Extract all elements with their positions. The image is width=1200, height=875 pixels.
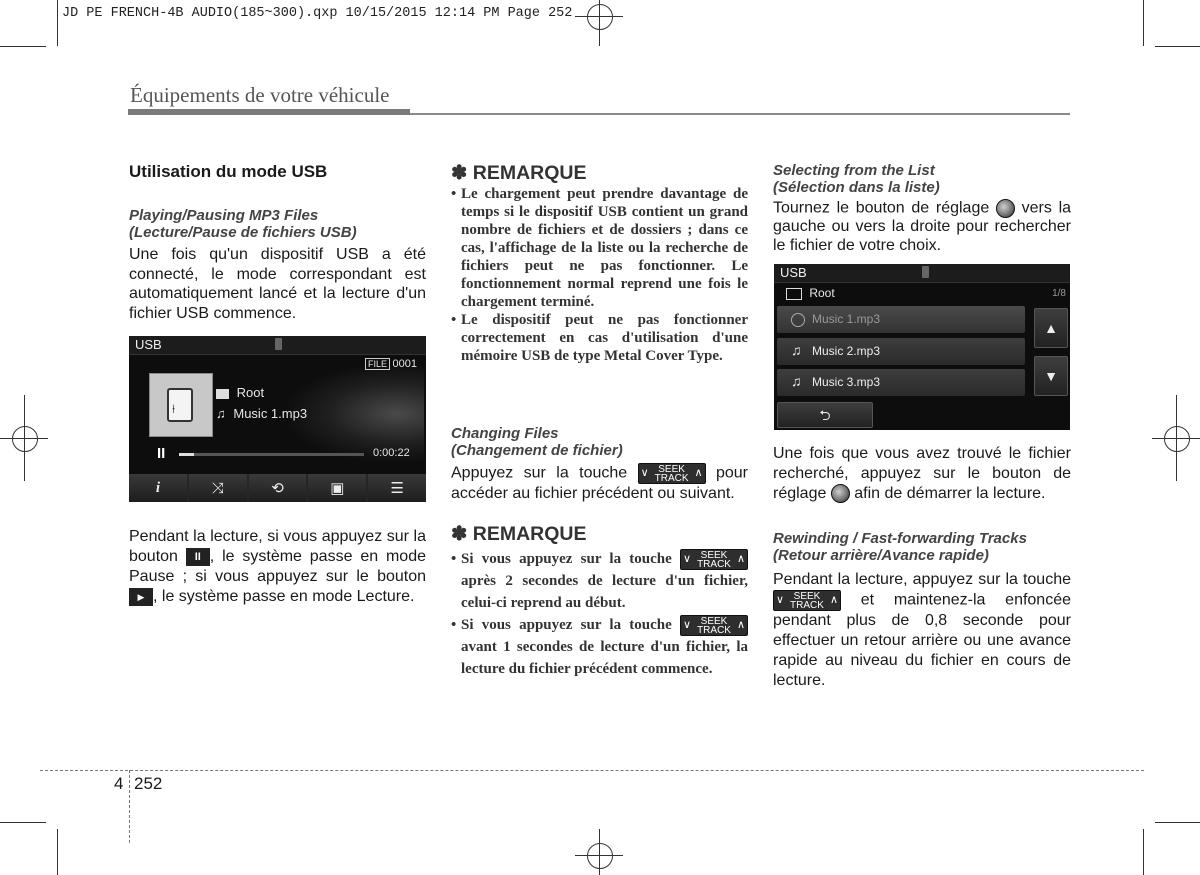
shuffle-icon: ⤨ [211, 479, 224, 497]
track-label: TRACK [654, 473, 689, 484]
note-item [451, 185, 748, 311]
paragraph-text: afin de démarrer la lecture. [854, 485, 1046, 502]
seek-track-key [680, 549, 748, 570]
folder-name: Root [236, 385, 265, 400]
note-text: Si vous appuyez sur la touche [461, 551, 672, 567]
subheading-en: Rewinding / Fast-forwarding Tracks [773, 530, 1027, 547]
list-item-label: Music 3.mp3 [812, 375, 881, 389]
note-text: Le chargement peut prendre davantage de temps si le dispositif USB contient un grand nombre de fichiers et de dossiers ; dans ce cas, l'affichage de la liste ou la recherche de fichiers peut ne pas fonctionner. Le fonctionnement normal reprend une fois le chargement terminé. [461, 186, 748, 310]
crop-mark [1143, 829, 1144, 875]
paragraph-text: Une fois que vous avez trouvé le fichier recherché, appuyez sur le bouton de réglage [773, 445, 1071, 502]
list-item-label: Music 1.mp3 [812, 312, 881, 326]
paragraph-text: , le système passe en mode Lecture. [153, 588, 415, 605]
crop-mark [0, 822, 46, 823]
bullet: • [451, 551, 457, 567]
list-item-label: Music 2.mp3 [812, 344, 881, 358]
crop-mark [1155, 46, 1200, 47]
screen-header [129, 336, 426, 355]
paragraph-text: et maintenez-la enfoncée pendant plus de 0,8 seconde pour effectuer un retour arrière ou une avance rapide au niveau du fichier en cours de lecture. [773, 591, 1072, 689]
chevron-down-icon: ∨ [776, 594, 785, 606]
arrow-up-icon: ▲ [1044, 320, 1058, 336]
page-number: 252 [134, 774, 163, 793]
track-row [216, 406, 307, 421]
usb-symbol-icon: ⍿ [172, 402, 176, 416]
paragraph-text: Pendant la lecture, appuyez sur la touche [773, 571, 1071, 588]
play-icon [791, 313, 805, 327]
usb-drive-icon [167, 388, 193, 422]
subheading [129, 207, 429, 241]
chapter-number: 4 [114, 774, 124, 793]
footer-rule [40, 770, 1144, 771]
note-text: avant 1 secondes de lecture d'un fichier, la lecture du fichier précédent commence. [461, 639, 748, 678]
folder-row [216, 385, 264, 400]
page-indicator: 1/8 [1052, 288, 1066, 299]
footer-divider [129, 770, 130, 843]
track-label: TRACK [697, 559, 731, 571]
screen-header [774, 264, 1070, 283]
repeat-button[interactable] [249, 474, 307, 502]
registration-mark [587, 4, 613, 30]
crop-mark [1155, 822, 1200, 823]
folder-row [786, 286, 835, 300]
chevron-up-icon: ∧ [694, 467, 703, 479]
seek-label: SEEK [793, 591, 821, 602]
folder-name: Root [809, 286, 835, 300]
subheading-fr: (Changement de fichier) [451, 442, 623, 459]
subheading-en: Changing Files [451, 425, 559, 442]
registration-mark [0, 438, 48, 439]
folder-icon [216, 389, 229, 399]
paragraph [773, 199, 1071, 255]
subheading [773, 162, 1071, 196]
registration-mark [575, 855, 623, 856]
info-icon: i [155, 479, 160, 496]
paragraph: Une fois qu'un dispositif USB a été connecté, le mode correspondant est automatiquement lancé et la lecture d'un fichier USB commence. [129, 246, 426, 322]
registration-mark [599, 0, 600, 46]
subheading [451, 425, 748, 459]
note-text: après 2 secondes de lecture d'un fichier, celui-ci reprend au début. [461, 573, 748, 612]
note-item [451, 548, 748, 614]
registration-mark [1152, 438, 1200, 439]
registration-mark [587, 843, 613, 869]
crop-mark [57, 0, 58, 46]
subheading-en: Playing/Pausing MP3 Files [129, 207, 319, 224]
paragraph-text: , le système passe en mode Pause ; si vous appuyez sur le bouton [129, 548, 426, 585]
crop-mark [1143, 0, 1144, 46]
progress-bar[interactable] [179, 453, 364, 456]
folder-icon [786, 288, 802, 300]
note-text: Si vous appuyez sur la touche [461, 617, 672, 634]
print-header: JD PE FRENCH-4B AUDIO(185~300).qxp 10/15/2015 12:14 PM Page 252 [62, 6, 573, 21]
screen-title: USB [135, 337, 162, 352]
chevron-down-icon: ∨ [640, 467, 649, 479]
chevron-up-icon: ∧ [829, 594, 838, 606]
subheading-en: Selecting from the List [773, 162, 935, 179]
paragraph [773, 570, 1071, 691]
album-art [149, 373, 213, 437]
repeat-icon: ⟲ [271, 480, 284, 497]
note-text: Le dispositif peut ne pas fonctionner correctement en cas d'utilisation d'une mémoire USB de type Metal Cover Type. [461, 312, 748, 364]
chevron-up-icon: ∧ [736, 619, 746, 632]
screen-title: USB [780, 265, 807, 280]
registration-mark [599, 829, 600, 875]
note-heading: ✽ REMARQUE [451, 162, 587, 184]
chevron-up-icon: ∧ [736, 553, 746, 566]
seek-track-key [773, 590, 841, 611]
usb-status-icon [922, 266, 929, 278]
paragraph-text: vers la gauche ou vers la droite pour rechercher le fichier de votre choix. [773, 199, 1072, 254]
chevron-down-icon: ∨ [683, 553, 692, 566]
registration-mark [575, 16, 623, 17]
play-icon: ▶ [129, 588, 153, 606]
subheading-fr: (Sélection dans la liste) [773, 179, 940, 196]
paragraph [773, 444, 1071, 504]
seek-label: SEEK [658, 464, 685, 475]
note-item [451, 311, 748, 365]
copy-icon: ▣ [330, 480, 345, 497]
bullet: • [451, 186, 457, 202]
track-label: TRACK [790, 600, 824, 611]
subheading [773, 530, 1071, 564]
back-button[interactable] [777, 402, 873, 428]
back-icon: ⮌ [819, 407, 831, 423]
copy-button[interactable] [308, 474, 366, 502]
crop-mark [57, 829, 58, 875]
subheading-fr: (Lecture/Pause de fichiers USB) [129, 224, 357, 241]
usb-playback-screen [129, 336, 426, 502]
paragraph-text: Tournez le bouton de réglage [773, 199, 990, 217]
paragraph-text: Pendant la lecture, si vous appuyez sur la bouton [129, 528, 426, 565]
seek-label: SEEK [700, 616, 728, 628]
music-note-icon: ♫ [216, 406, 226, 421]
scroll-down-button[interactable] [1034, 356, 1068, 396]
registration-mark [12, 426, 38, 452]
tune-knob-icon [831, 484, 850, 503]
paragraph-text: pour accéder au fichier précédent ou suivant. [451, 464, 749, 502]
track-label: TRACK [697, 625, 731, 637]
paragraph [451, 463, 748, 504]
info-button[interactable] [129, 474, 187, 502]
file-badge [365, 358, 417, 370]
note-heading: ✽ REMARQUE [451, 523, 587, 545]
list-item[interactable] [777, 369, 1025, 396]
bullet: • [451, 617, 457, 634]
bullet: • [451, 312, 457, 328]
note-box [451, 185, 748, 365]
paragraph [129, 527, 426, 607]
crop-mark [0, 46, 46, 47]
pause-icon: II [186, 548, 210, 566]
chevron-down-icon: ∨ [683, 619, 692, 632]
scroll-up-button[interactable] [1034, 308, 1068, 348]
list-button[interactable] [368, 474, 426, 502]
usb-list-screen [774, 264, 1070, 430]
arrow-down-icon: ▼ [1044, 368, 1058, 384]
subheading-fr: (Retour arrière/Avance rapide) [773, 547, 989, 564]
running-title: Équipements de votre véhicule [130, 83, 390, 107]
pause-icon[interactable]: II [157, 445, 166, 462]
seek-label: SEEK [700, 550, 728, 562]
shuffle-button[interactable] [189, 474, 247, 502]
file-number: 0001 [392, 358, 418, 370]
usb-status-icon [275, 338, 282, 350]
paragraph-text: Appuyez sur la touche [451, 464, 628, 482]
track-name: Music 1.mp3 [233, 406, 308, 421]
header-rule [128, 109, 410, 115]
list-item[interactable] [777, 306, 1025, 333]
note-box [451, 548, 748, 680]
registration-mark [1164, 426, 1190, 452]
progress-fill [179, 453, 194, 456]
list-icon: ☰ [390, 480, 404, 497]
note-item [451, 614, 748, 680]
elapsed-time: 0:00:22 [373, 447, 410, 459]
softkey-bar [129, 474, 426, 502]
music-note-icon: ♫ [791, 342, 802, 358]
seek-track-key [680, 615, 748, 636]
tune-knob-icon [996, 199, 1015, 218]
header-rule [410, 113, 1070, 115]
list-item[interactable] [777, 338, 1025, 365]
music-note-icon: ♫ [791, 373, 802, 389]
seek-track-key [638, 463, 706, 484]
file-label: FILE [365, 358, 390, 370]
section-heading: Utilisation du mode USB [129, 162, 328, 181]
